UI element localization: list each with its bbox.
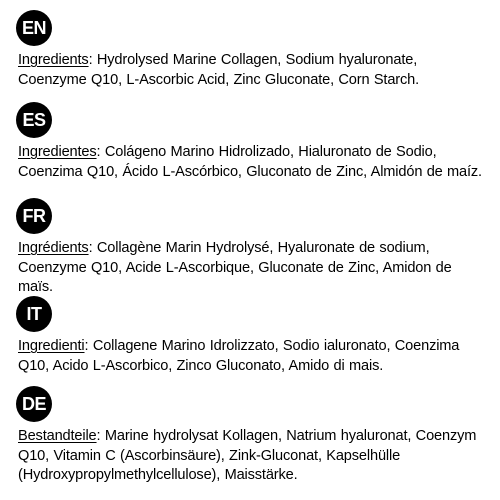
language-badge-it: IT (16, 296, 52, 332)
ingredients-text-en (18, 51, 488, 90)
ingredients-text-de (18, 427, 488, 486)
separator-it: : (84, 338, 93, 354)
ingredients-body-en: Hydrolysed Marine Collagen, Sodium hyaluronate, Coenzyme Q10, L-Ascorbic Acid, Zinc Gluconate, Corn Starch. (18, 52, 420, 88)
section-fr (18, 198, 488, 298)
ingredients-body-es: Colágeno Marino Hidrolizado, Hialuronato de Sodio, Coenzima Q10, Ácido L-Ascórbico, Gluconato de Zinc, Almidón de maíz. (18, 144, 482, 180)
ingredients-body-de: Marine hydrolysat Kollagen, Natrium hyaluronat, Coenzym Q10, Vitamin C (Ascorbinsäure), Zink-Gluconat, Kapselhülle (Hydroxypropylmethylcellulose), Maisstärke. (18, 428, 477, 483)
language-badge-en: EN (16, 10, 52, 46)
ingredients-label-es: Ingredientes (18, 144, 97, 160)
ingredients-label-fr: Ingrédients (18, 240, 89, 256)
ingredients-body-fr: Collagène Marin Hydrolysé, Hyaluronate de sodium, Coenzyme Q10, Acide L-Ascorbique, Gluconate de Zinc, Amidon de maïs. (18, 240, 452, 295)
ingredients-text-es (18, 143, 488, 182)
ingredients-label-de: Bestandteile (18, 428, 97, 444)
separator-es: : (96, 144, 105, 160)
section-it (18, 296, 488, 376)
language-badge-de: DE (16, 386, 52, 422)
language-badge-fr: FR (16, 198, 52, 234)
section-es (18, 102, 488, 182)
ingredients-label-en: Ingredients (18, 52, 89, 68)
separator-de: : (96, 428, 105, 444)
ingredients-text-fr (18, 239, 488, 298)
section-en (18, 10, 488, 90)
ingredients-body-it: Collagene Marino Idrolizzato, Sodio ialuronato, Coenzima Q10, Acido L-Ascorbico, Zinco Gluconato, Amido di mais. (18, 338, 460, 374)
ingredients-label-it: Ingredienti (18, 338, 85, 354)
separator-fr: : (88, 240, 97, 256)
language-badge-es: ES (16, 102, 52, 138)
section-de (18, 386, 488, 486)
ingredients-text-it (18, 337, 488, 376)
separator-en: : (88, 52, 97, 68)
